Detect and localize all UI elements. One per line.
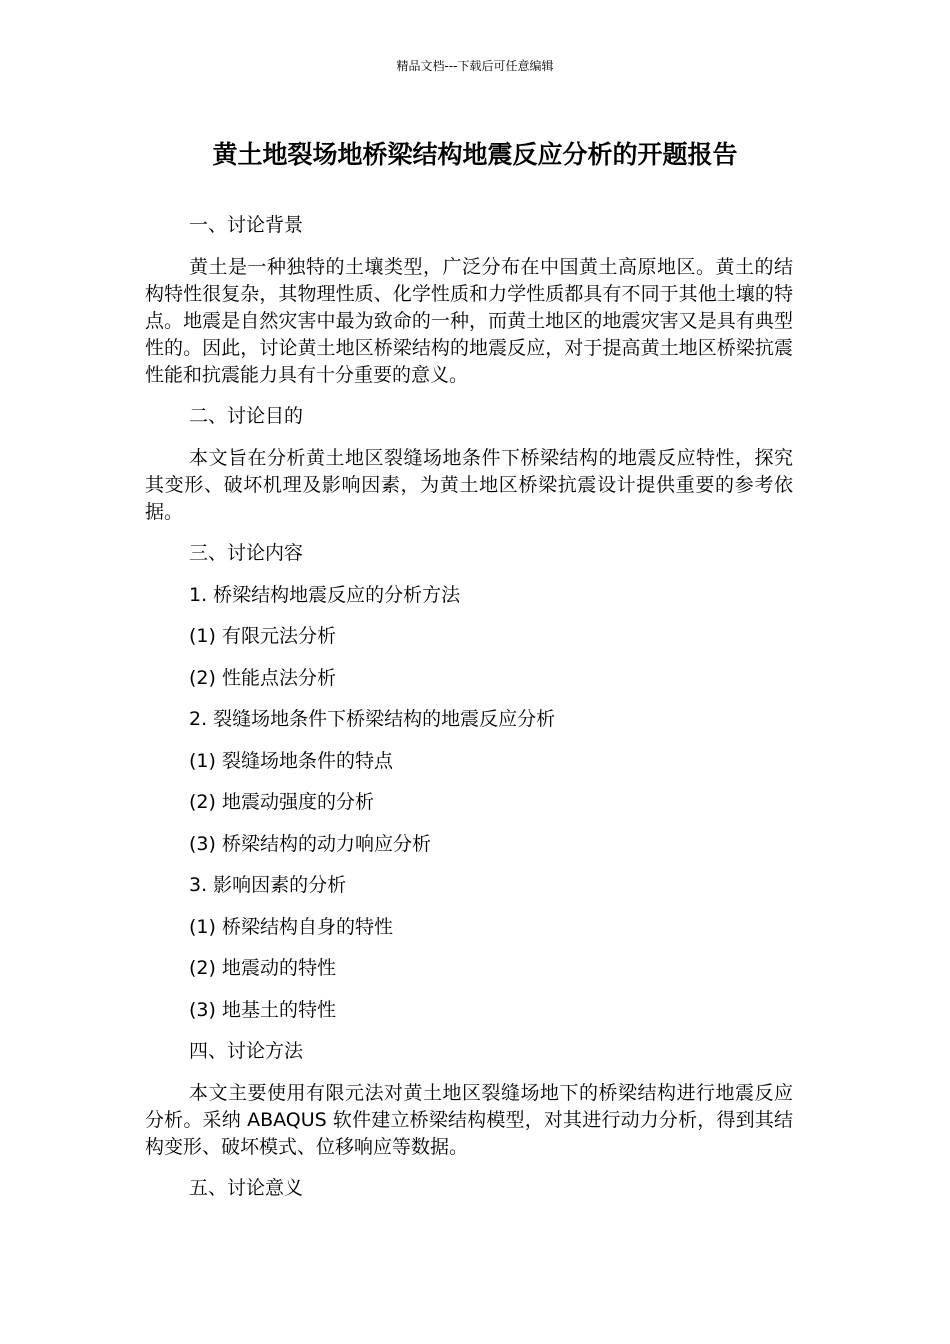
- section-heading-content: 三、讨论内容: [189, 542, 304, 564]
- section-heading-background: 一、讨论背景: [189, 214, 304, 236]
- paragraph-background: 黄土是一种独特的土壤类型，广泛分布在中国黄土高原地区。黄土的结构特性很复杂，其物理性质、化学性质和力学性质都具有不同于其他土壤的特点。地震是自然灾害中最为致命的一种，而黄土地区的地震灾害又是具有典型性的。因此，讨论黄土地区桥梁结构的地震反应，对于提高黄土地区桥梁抗震性能和抗震能力具有十分重要的意义。: [145, 255, 793, 386]
- list-item: (1) 有限元法分析: [189, 625, 336, 647]
- section-heading-method: 四、讨论方法: [189, 1040, 304, 1062]
- list-item: 2. 裂缝场地条件下桥梁结构的地震反应分析: [189, 708, 556, 730]
- list-item: 1. 桥梁结构地震反应的分析方法: [189, 583, 461, 606]
- list-item: (2) 地震动的特性: [189, 957, 336, 979]
- list-item: (2) 性能点法分析: [189, 666, 336, 689]
- list-item: (1) 裂缝场地条件的特点: [189, 749, 393, 772]
- paragraph-purpose: 本文旨在分析黄土地区裂缝场地条件下桥梁结构的地震反应特性，探究其变形、破坏机理及影响因素，为黄土地区桥梁抗震设计提供重要的参考依据。: [145, 446, 793, 523]
- list-item: (3) 桥梁结构的动力响应分析: [189, 832, 431, 855]
- document-title: 黄土地裂场地桥梁结构地震反应分析的开题报告: [212, 140, 738, 169]
- list-item: (2) 地震动强度的分析: [189, 791, 374, 813]
- header-note: 精品文档---下载后可任意编辑: [396, 59, 554, 73]
- document-body: [145, 212, 793, 1217]
- list-item: (3) 地基土的特性: [189, 998, 336, 1021]
- section-heading-purpose: 二、讨论目的: [189, 405, 304, 427]
- paragraph-method: 本文主要使用有限元法对黄土地区裂缝场地下的桥梁结构进行地震反应分析。采纳 ABAQUS 软件建立桥梁结构模型，对其进行动力分析，得到其结构变形、破坏模式、位移响应等数据。: [145, 1081, 793, 1158]
- list-item: (1) 桥梁结构自身的特性: [189, 915, 393, 938]
- list-item: 3. 影响因素的分析: [189, 874, 347, 896]
- section-heading-significance: 五、讨论意义: [189, 1177, 304, 1199]
